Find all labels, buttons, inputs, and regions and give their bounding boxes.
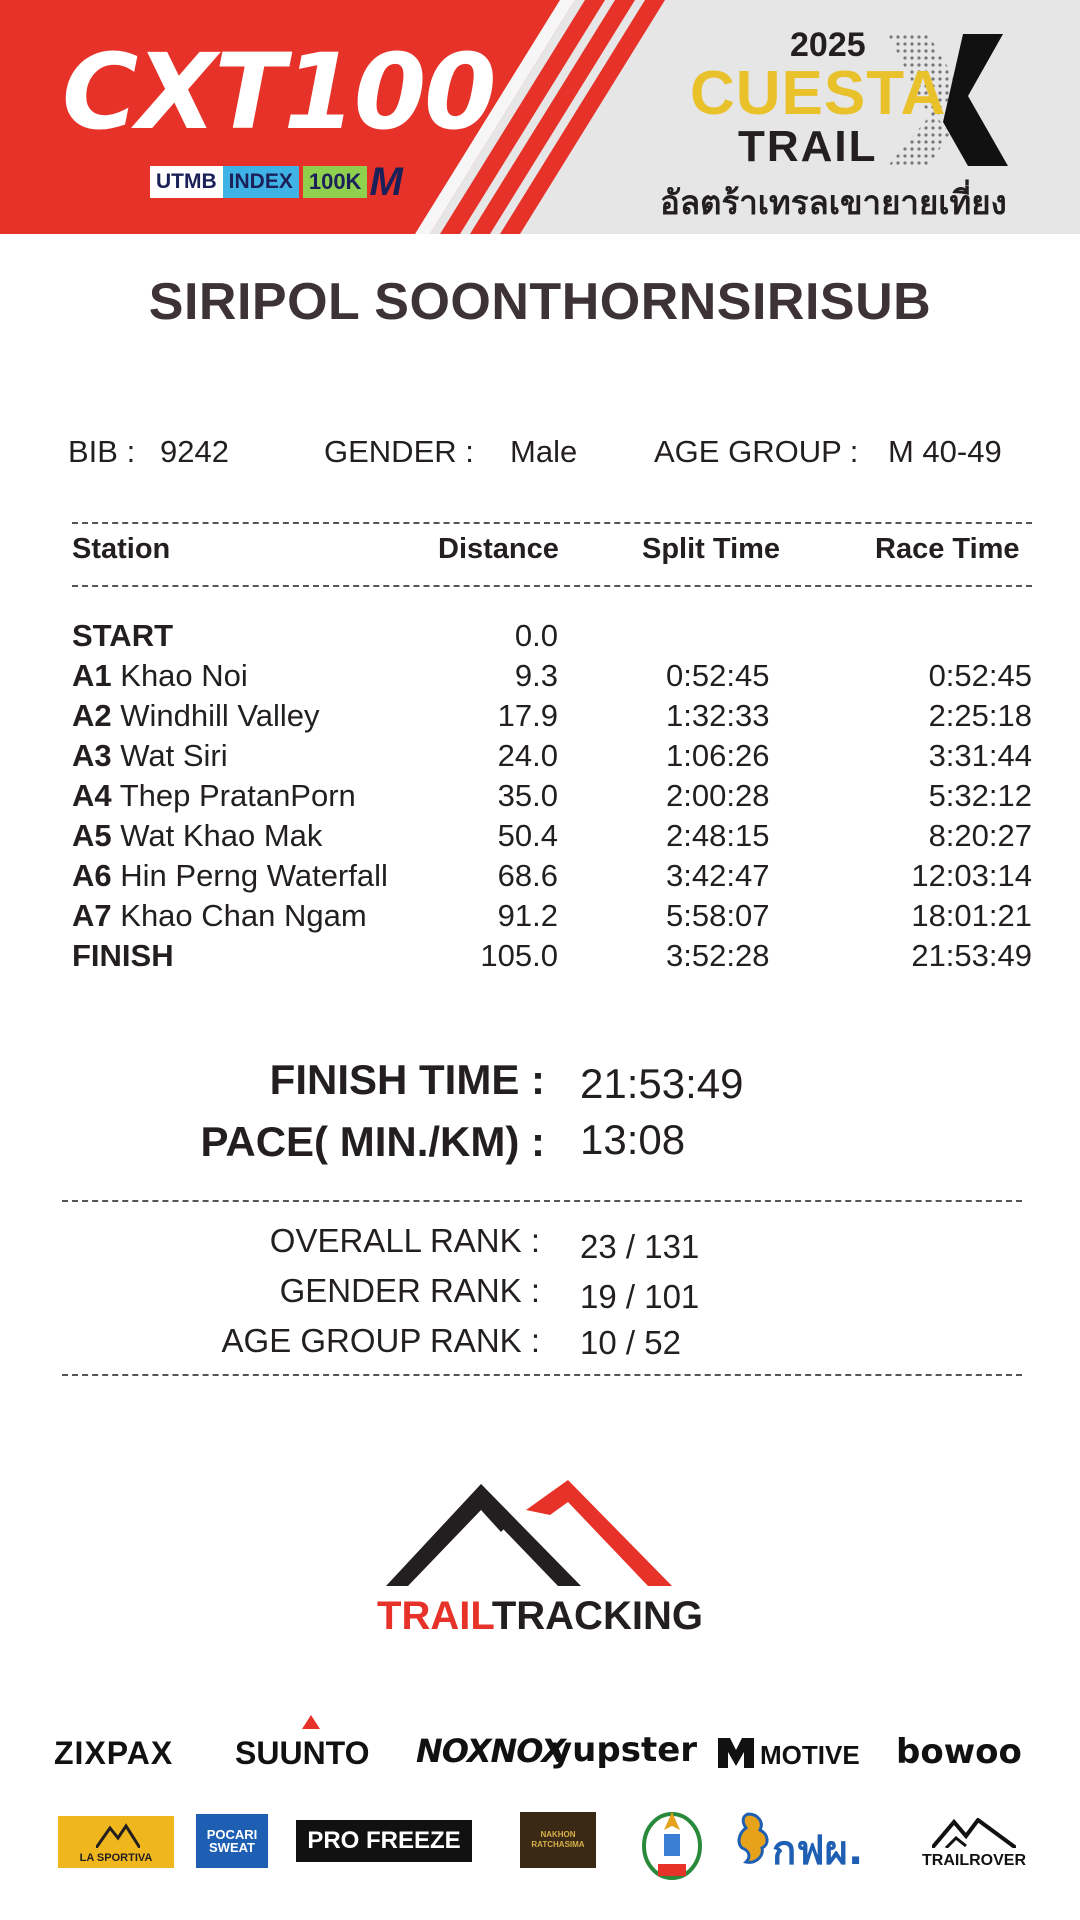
- age-group-label: AGE GROUP :: [654, 434, 859, 469]
- station-code: A5: [72, 818, 112, 853]
- egat-map-icon: [734, 1812, 774, 1866]
- gender-value: Male: [510, 434, 578, 469]
- runner-name: SIRIPOL SOONTHORNSIRISUB: [148, 273, 932, 331]
- station-code: START: [72, 618, 174, 653]
- gender-rank-value: 19 / 101: [580, 1278, 700, 1315]
- event-name-thai: อัลตร้าเทรลเขายายเที่ยง: [660, 183, 1007, 222]
- age-group-value: M 40-49: [888, 434, 1002, 469]
- runner-info-row: [68, 434, 1048, 474]
- table-row: [0, 778, 1080, 818]
- utmb-index-badge: [150, 160, 403, 204]
- distance-cell: 91.2: [497, 898, 558, 933]
- station-cell: [72, 618, 173, 654]
- split-cell: 1:06:26: [666, 738, 770, 773]
- station-name: Wat Khao Mak: [120, 818, 323, 853]
- trailtracking-logo: [0, 1594, 1080, 1639]
- distance-cell: 50.4: [497, 818, 558, 853]
- header-banner: [0, 0, 1080, 234]
- distance-cell: 24.0: [497, 738, 558, 773]
- table-row: [0, 898, 1080, 938]
- station-code: A1: [72, 658, 112, 693]
- distance-cell: 68.6: [497, 858, 558, 893]
- divider: [72, 522, 1032, 524]
- distance-cell: 105.0: [480, 938, 558, 973]
- utmb-label: UTMB: [150, 166, 223, 198]
- distance-cell: 17.9: [497, 698, 558, 733]
- pace-label: PACE( MIN./KM) :: [200, 1118, 545, 1165]
- station-cell: [72, 698, 320, 734]
- race-cell: 8:20:27: [928, 818, 1032, 853]
- sponsor-trailrover-logo: TRAILROVER: [922, 1852, 1026, 1869]
- table-row: [0, 698, 1080, 738]
- station-name: Khao Noi: [120, 658, 248, 693]
- split-cell: 1:32:33: [666, 698, 770, 733]
- gender-rank-label: GENDER RANK :: [279, 1272, 540, 1309]
- split-cell: 3:42:47: [666, 858, 770, 893]
- header-split: Split Time: [642, 533, 781, 565]
- table-row: [0, 618, 1080, 658]
- distance-badge: 100K: [303, 166, 368, 198]
- station-name: Khao Chan Ngam: [120, 898, 367, 933]
- overall-rank-value: 23 / 131: [580, 1228, 700, 1265]
- split-cell: 2:48:15: [666, 818, 770, 853]
- bib-label: BIB :: [68, 434, 136, 469]
- split-cell: 2:00:28: [666, 778, 770, 813]
- distance-cell: 35.0: [497, 778, 558, 813]
- provincial-seal-icon: [640, 1804, 704, 1880]
- split-cell: 5:58:07: [666, 898, 770, 933]
- station-code: FINISH: [72, 938, 174, 973]
- event-name-line2: TRAIL: [738, 122, 878, 171]
- station-cell: [72, 658, 248, 694]
- distance-cell: 0.0: [514, 618, 558, 653]
- race-cell: 21:53:49: [911, 938, 1032, 973]
- table-row: [0, 738, 1080, 778]
- split-cell: 0:52:45: [666, 658, 770, 693]
- divider: [62, 1374, 1022, 1376]
- bib-value: 9242: [160, 434, 229, 469]
- sponsor-noxnox-logo: NOXNOX: [416, 1732, 566, 1770]
- station-code: A6: [72, 858, 112, 893]
- sponsor-lasportiva-logo: LA SPORTIVA: [58, 1816, 174, 1868]
- index-label: INDEX: [223, 166, 299, 198]
- table-row: [0, 938, 1080, 978]
- divider: [72, 585, 1032, 587]
- station-name: Windhill Valley: [120, 698, 320, 733]
- distance-cell: 9.3: [514, 658, 558, 693]
- race-cell: 12:03:14: [911, 858, 1032, 893]
- sponsor-bowoo-logo: bowoo: [896, 1732, 1022, 1772]
- station-cell: [72, 898, 367, 934]
- table-row: [0, 858, 1080, 898]
- age-group-rank-label: AGE GROUP RANK :: [221, 1322, 540, 1359]
- sponsor-pocari-logo: POCARI SWEAT: [196, 1814, 268, 1868]
- station-code: A2: [72, 698, 112, 733]
- suunto-triangle-icon: [302, 1715, 320, 1729]
- sponsor-yupster-logo: yupster: [550, 1730, 698, 1770]
- sponsor-motive-logo: MOTIVE: [760, 1740, 860, 1770]
- divider: [62, 1200, 1022, 1202]
- age-group-rank-value: 10 / 52: [580, 1324, 681, 1361]
- station-name: Thep PratanPorn: [119, 778, 356, 813]
- sponsor-nakhon-logo: NAKHON RATCHASIMA: [520, 1812, 596, 1868]
- station-code: A3: [72, 738, 112, 773]
- pace-value: 13:08: [580, 1116, 686, 1163]
- race-cell: 2:25:18: [928, 698, 1032, 733]
- trailrover-mountain-icon: [932, 1818, 1016, 1848]
- finish-time-label: FINISH TIME :: [269, 1056, 545, 1103]
- header-station: Station: [72, 533, 171, 565]
- m-mark: M: [369, 160, 403, 204]
- table-row: [0, 658, 1080, 698]
- sponsor-egat-logo: กฟผ.: [772, 1828, 864, 1874]
- event-year: 2025: [790, 26, 866, 64]
- overall-rank-label: OVERALL RANK :: [269, 1222, 540, 1259]
- header-distance: Distance: [438, 533, 559, 565]
- station-cell: [72, 778, 356, 814]
- header-race: Race Time: [875, 533, 1020, 565]
- sponsor-zixpax-logo: ZIXPAX: [54, 1735, 174, 1771]
- split-cell: 3:52:28: [666, 938, 770, 973]
- finish-time-value: 21:53:49: [580, 1060, 744, 1107]
- table-row: [0, 818, 1080, 858]
- station-name: Hin Perng Waterfall: [120, 858, 388, 893]
- station-code: A7: [72, 898, 112, 933]
- station-cell: [72, 818, 322, 854]
- event-name-line1: CUESTA: [690, 59, 947, 128]
- sponsor-suunto-logo: SUUNTO: [235, 1735, 370, 1771]
- station-cell: [72, 738, 228, 774]
- sponsor-profreeze-logo: PRO FREEZE: [296, 1820, 472, 1862]
- station-cell: [72, 938, 174, 974]
- station-cell: [72, 858, 388, 894]
- mountain-logo-icon: [386, 1480, 686, 1590]
- motive-mark-icon: [718, 1738, 754, 1768]
- race-cell: 3:31:44: [928, 738, 1032, 773]
- race-cell: 5:32:12: [928, 778, 1032, 813]
- lasportiva-mountain-icon: [96, 1822, 140, 1848]
- race-logo: CXT100: [62, 31, 495, 153]
- race-cell: 18:01:21: [911, 898, 1032, 933]
- trailtracking-part2: TRACKING: [491, 1594, 703, 1638]
- station-code: A4: [72, 778, 112, 813]
- gender-label: GENDER :: [324, 434, 474, 469]
- station-name: Wat Siri: [120, 738, 228, 773]
- race-cell: 0:52:45: [928, 658, 1032, 693]
- trailtracking-part1: TRAIL: [377, 1594, 492, 1638]
